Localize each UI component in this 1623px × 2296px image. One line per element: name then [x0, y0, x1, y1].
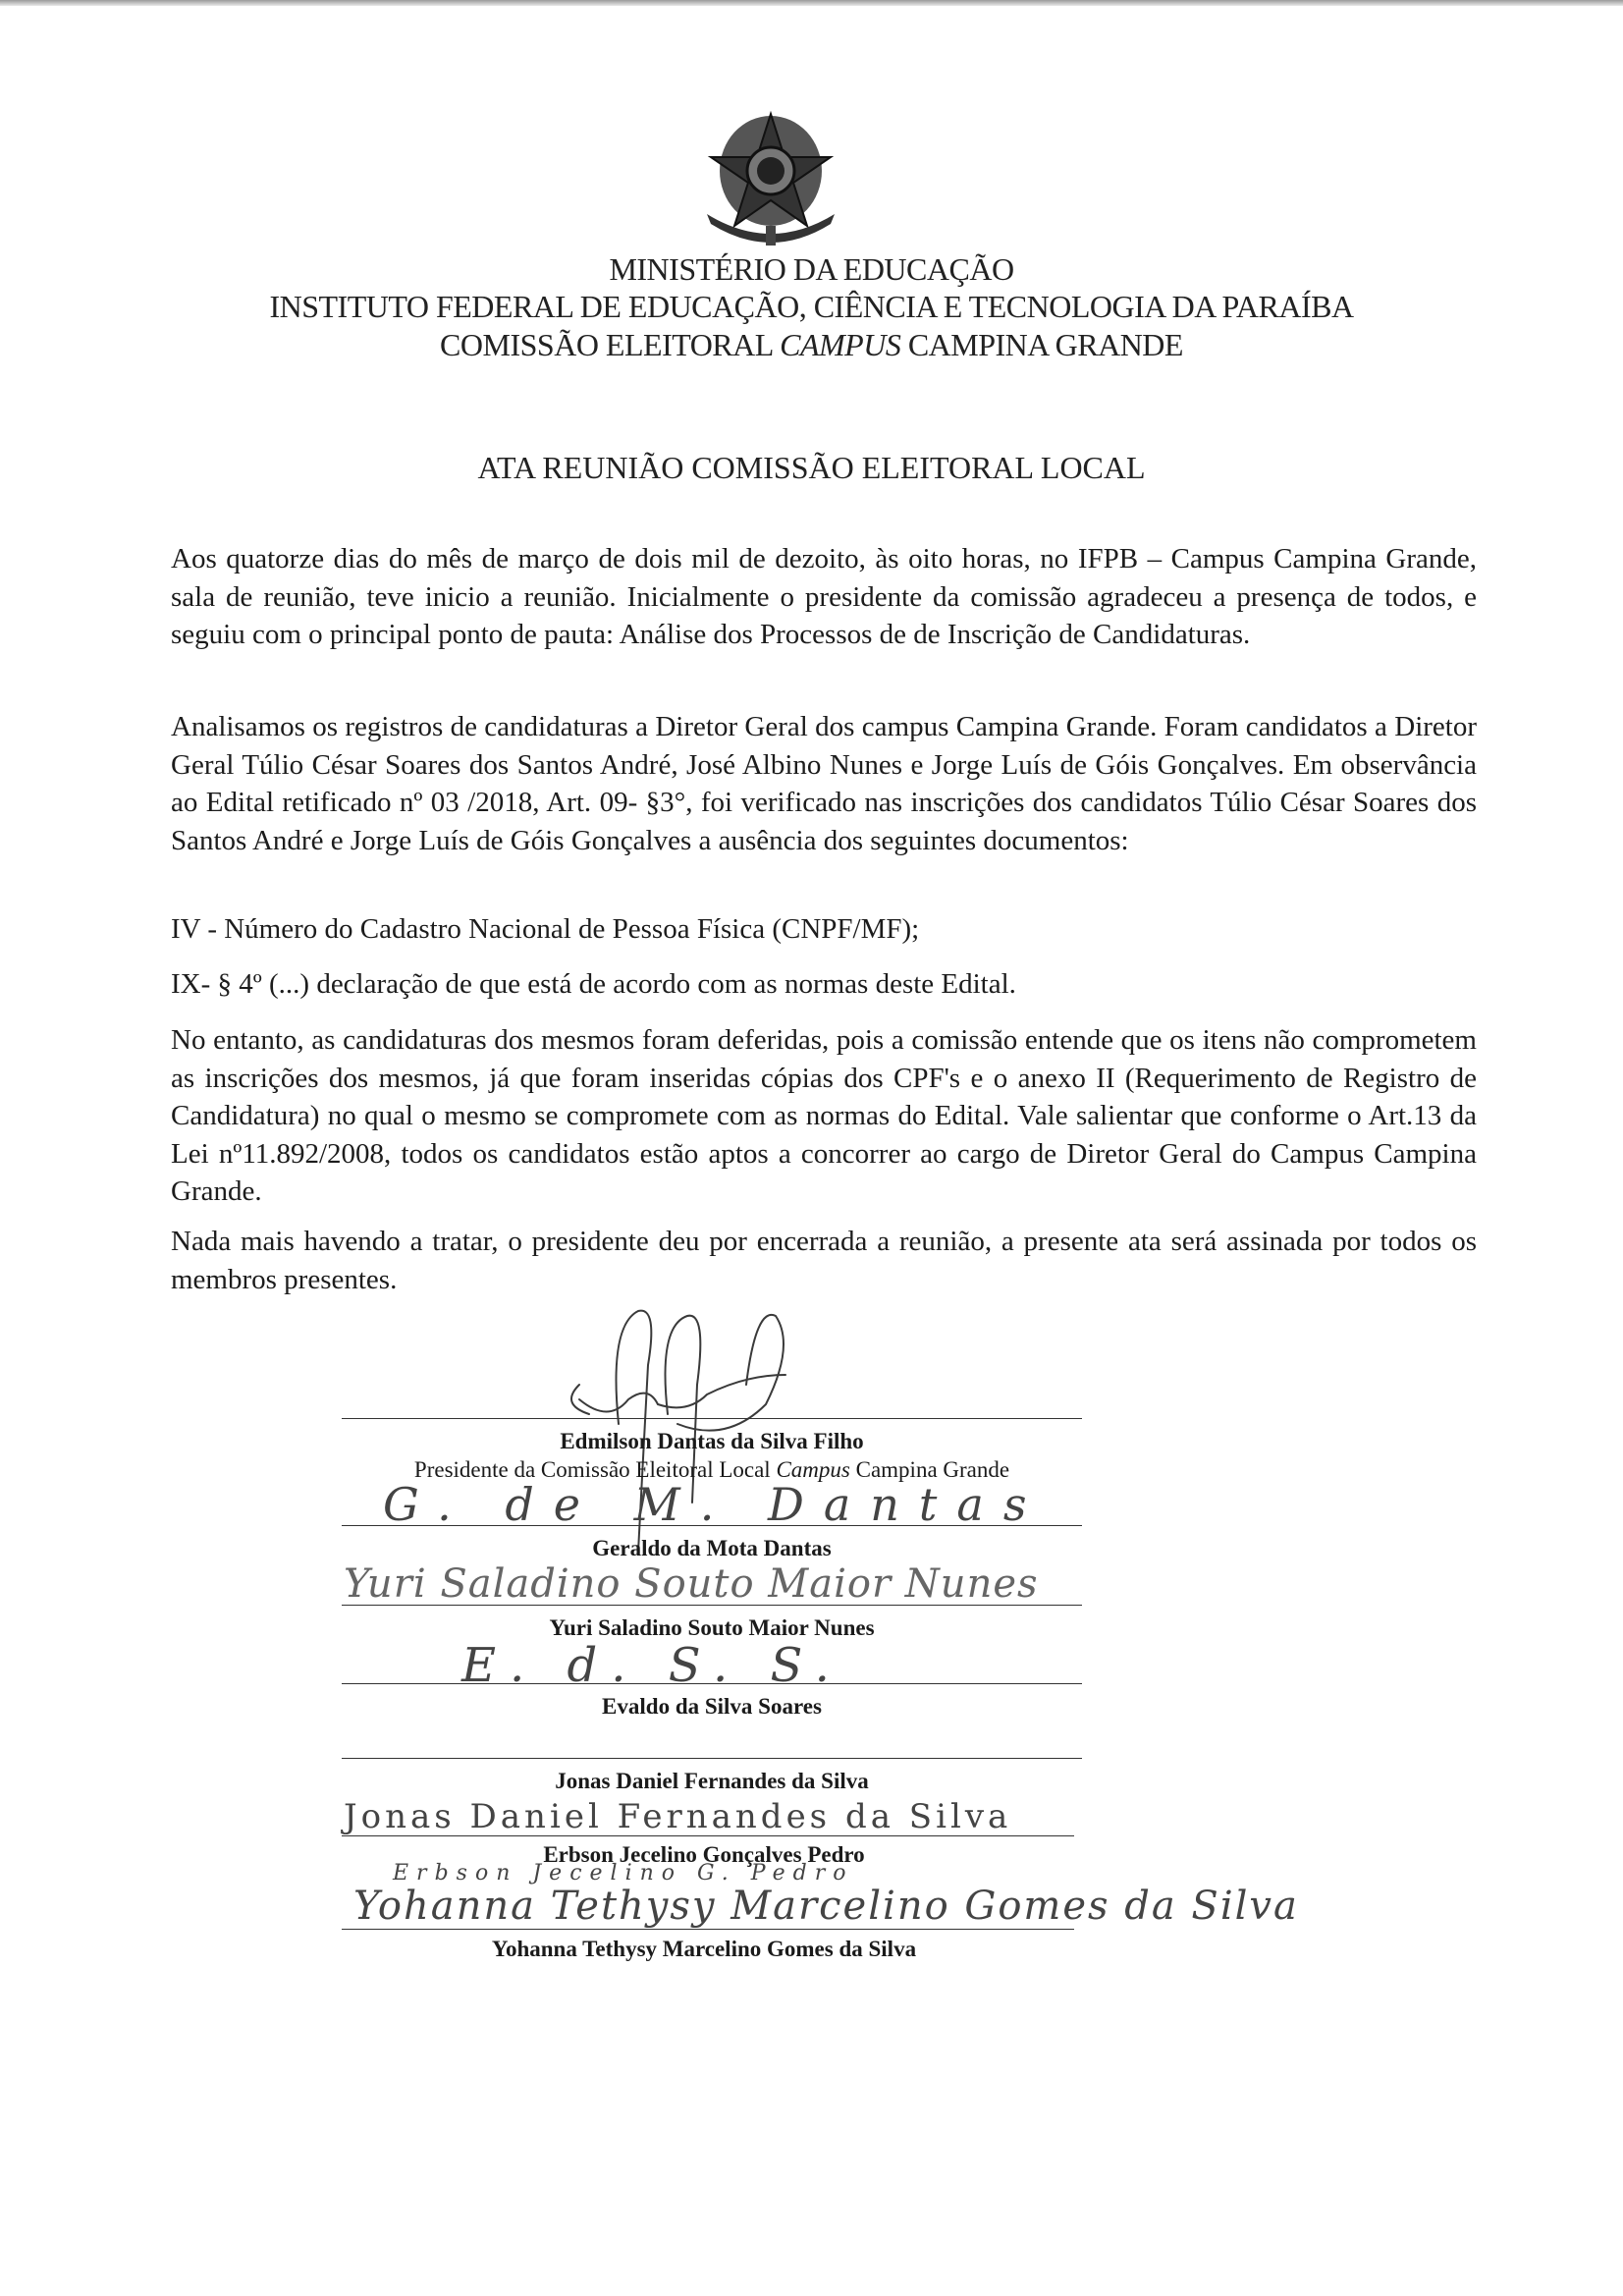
signatory-name: Jonas Daniel Fernandes da Silva	[555, 1769, 869, 1793]
paragraph: No entanto, as candidaturas dos mesmos foram deferidas, pois a comissão entende que os itens não comprometem as inscrições dos mesmos, já que foram inseridas cópias dos CPF's e o anexo II (Requerimento de Registro de Candidatura) no qual o mesmo se compromete com as normas do Edital. Vale salientar que conforme o Art.13 da Lei nº11.892/2008, todos os candidatos estão aptos a concorrer ao cargo de Diretor Geral do Campus Campina Grande.	[171, 1024, 1477, 1207]
brazil-coat-of-arms-icon	[687, 106, 854, 253]
signatory-name: Yohanna Tethysy Marcelino Gomes da Silva	[491, 1937, 917, 1961]
signature-line	[342, 1758, 1082, 1759]
handwritten-signature: Erbson Jecelino G. Pedro	[393, 1861, 854, 1886]
signatory-name: Yuri Saladino Souto Maior Nunes	[549, 1615, 875, 1640]
commission-prefix: COMISSÃO ELEITORAL	[440, 327, 781, 362]
handwritten-signature: Yohanna Tethysy Marcelino Gomes da Silva	[353, 1884, 1299, 1929]
role-italic: Campus	[776, 1457, 850, 1482]
item-ix	[171, 965, 1477, 1004]
signatory-name: Evaldo da Silva Soares	[602, 1694, 822, 1719]
signatory-name: Geraldo da Mota Dantas	[592, 1536, 832, 1560]
institute-line: INSTITUTO FEDERAL DE EDUCAÇÃO, CIÊNCIA E TECNOLOGIA DA PARAÍBA	[269, 289, 1354, 324]
signature-line	[342, 1929, 1074, 1930]
role-suffix: Campina Grande	[849, 1457, 1010, 1482]
signature-line	[342, 1418, 1082, 1419]
paragraph: IV - Número do Cadastro Nacional de Pessoa Física (CNPF/MF);	[171, 913, 920, 945]
signature-line	[342, 1525, 1082, 1526]
signatory-name: Erbson Jecelino Gonçalves Pedro	[543, 1842, 865, 1867]
scan-edge	[0, 0, 1623, 6]
signature-line	[342, 1835, 1074, 1836]
paragraph: IX- § 4º (...) declaração de que está de acordo com as normas deste Edital.	[171, 968, 1016, 1000]
paragraph-analysis	[171, 708, 1477, 859]
role-prefix: Presidente da Comissão Eleitoral Local	[413, 1457, 777, 1482]
paragraph: Nada mais havendo a tratar, o presidente deu por encerrada a reunião, a presente ata será assinada por todos os membros presentes.	[171, 1226, 1477, 1295]
paragraph-opening	[171, 540, 1477, 654]
commission-suffix: CAMPINA GRANDE	[900, 327, 1183, 362]
ministry-line: MINISTÉRIO DA EDUCAÇÃO	[609, 251, 1014, 287]
signatory-name: Edmilson Dantas da Silva Filho	[560, 1429, 864, 1453]
handwritten-signature: Yuri Saladino Souto Maior Nunes	[344, 1561, 1039, 1607]
paragraph-decision	[171, 1021, 1477, 1211]
paragraph-closing	[171, 1223, 1477, 1298]
handwritten-signature: G. de M. Dantas	[383, 1478, 1047, 1531]
item-iv	[171, 910, 1477, 949]
signature-line	[342, 1605, 1082, 1606]
handwritten-signature: Jonas Daniel Fernandes da Silva	[344, 1797, 1012, 1836]
commission-line	[0, 327, 1623, 363]
paragraph: Aos quatorze dias do mês de março de dois mil de dezoito, às oito horas, no IFPB – Campus Campina Grande, sala de reunião, teve inicio a reunião. Inicialmente o presidente da comissão agradeceu a presença de todos, e seguiu com o principal ponto de pauta: Análise dos Processos de de Inscrição de Candidaturas.	[171, 543, 1477, 650]
campus-italic: CAMPUS	[780, 327, 901, 362]
signature-line	[342, 1683, 1082, 1684]
paragraph: Analisamos os registros de candidaturas a Diretor Geral dos campus Campina Grande. Foram candidatos a Diretor Geral Túlio César Soares dos Santos André, José Albino Nunes e Jorge Luís de Góis Gonçalves. Em observância ao Edital retificado nº 03 /2018, Art. 09- §3°, foi verificado nas inscrições dos candidatos Túlio César Soares dos Santos André e Jorge Luís de Góis Gonçalves a ausência dos seguintes documentos:	[171, 711, 1477, 856]
handwritten-signature: E. d. S. S.	[461, 1638, 843, 1693]
document-title: ATA REUNIÃO COMISSÃO ELEITORAL LOCAL	[477, 450, 1146, 485]
